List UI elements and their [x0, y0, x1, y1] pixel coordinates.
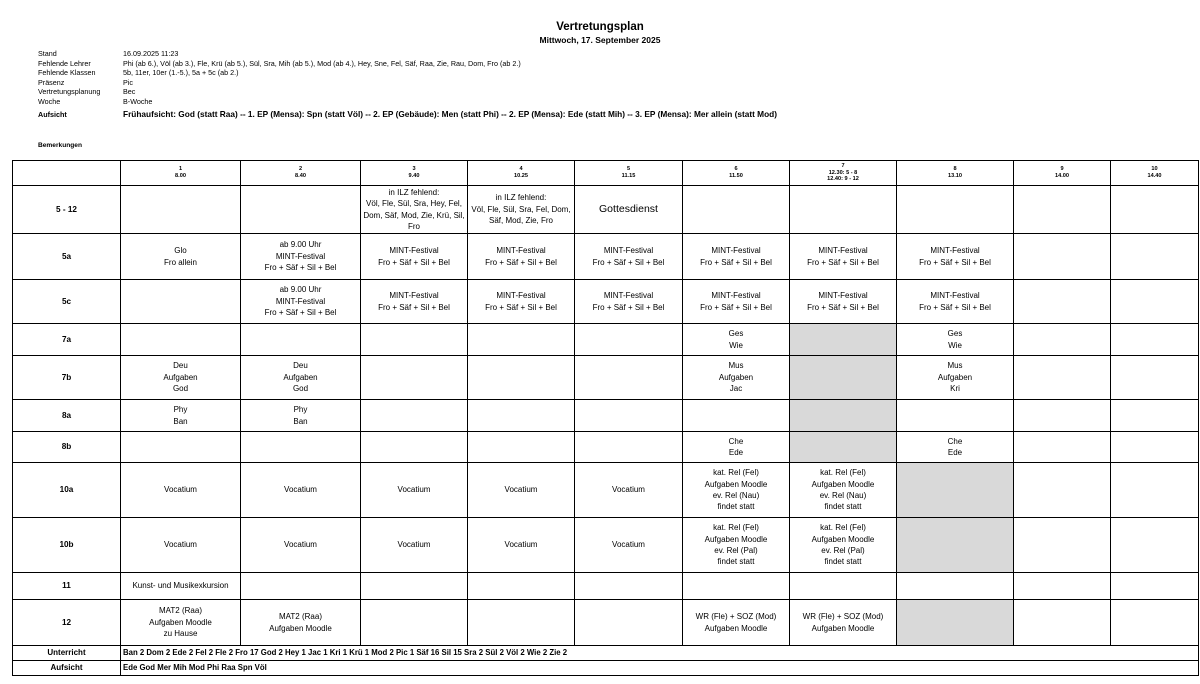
cell-line: findet statt — [824, 557, 862, 567]
cell-line: Ban — [173, 416, 188, 426]
table-cell — [361, 186, 468, 234]
cell-line: findet statt — [824, 502, 862, 512]
cell-line: Fro + Säf + Sil + Bel — [264, 263, 337, 273]
period-header — [897, 161, 1014, 186]
table-cell — [1014, 324, 1111, 356]
table-cell — [1014, 280, 1111, 324]
cell-line: Mus — [728, 361, 744, 371]
table-cell — [121, 573, 241, 600]
cell-line: 14.00 — [1055, 173, 1069, 179]
table-cell — [468, 324, 575, 356]
cell-line: 9.40 — [408, 173, 420, 179]
period-header — [575, 161, 683, 186]
table-cell — [241, 186, 361, 234]
cell-line: Fro + Säf + Sil + Bel — [485, 302, 557, 312]
table-cell — [897, 400, 1014, 432]
table-cell — [241, 573, 361, 600]
cell-line: God — [172, 384, 189, 394]
cell-line: Fro + Säf + Sil + Bel — [700, 257, 772, 267]
table-cell — [790, 324, 897, 356]
cell-line: Aufgaben — [718, 372, 754, 382]
cell-line: MINT-Festival — [711, 291, 761, 301]
cell-line: 8.40 — [295, 173, 306, 179]
table-row — [13, 234, 1199, 280]
cell-line: MINT-Festival — [389, 246, 439, 256]
cell-line: Mus — [947, 361, 963, 371]
table-cell — [575, 573, 683, 600]
table-cell — [683, 600, 790, 646]
table-row — [13, 463, 1199, 518]
table-cell — [121, 280, 241, 324]
table-cell — [575, 400, 683, 432]
table-cell — [241, 400, 361, 432]
table-cell — [121, 356, 241, 400]
table-cell — [790, 573, 897, 600]
period-header — [241, 161, 361, 186]
meta-value: 5b, 11er, 10er (1.-5.), 5a + 5c (ab 2.) — [123, 68, 239, 78]
table-cell — [575, 280, 683, 324]
table-cell — [121, 432, 241, 463]
cell-line: Phy — [173, 405, 188, 415]
footer-label: Aufsicht — [13, 661, 121, 676]
cell-line: 11.50 — [729, 173, 743, 179]
cell-line: MINT-Festival — [818, 291, 868, 301]
cell-line: MINT-Festival — [930, 246, 980, 256]
page-date: Mittwoch, 17. September 2025 — [539, 35, 661, 45]
table-row — [13, 324, 1199, 356]
cell-line: MINT-Festival — [275, 296, 326, 306]
cell-line: Fro + Säf + Sil + Bel — [378, 257, 450, 267]
cell-line: findet statt — [717, 557, 755, 567]
meta-row — [38, 108, 777, 121]
table-cell — [790, 518, 897, 573]
cell-line: Aufgaben — [163, 372, 198, 382]
table-cell — [121, 186, 241, 234]
table-cell — [575, 234, 683, 280]
cell-line: MINT-Festival — [496, 246, 546, 256]
period-number: 4 — [519, 166, 523, 173]
period-header — [361, 161, 468, 186]
footer-value: Ede God Mer Mih Mod Phi Raa Spn Völ — [121, 661, 1199, 676]
table-cell — [361, 280, 468, 324]
meta-label: Vertretungsplanung — [38, 87, 101, 97]
meta-row — [38, 87, 777, 97]
cell-line: Aufgaben Moodle — [811, 534, 875, 544]
cell-line: Fro + Säf + Sil + Bel — [700, 302, 772, 312]
remarks-label: Bemerkungen — [38, 142, 82, 149]
meta-value: Frühaufsicht: God (statt Raa) -- 1. EP (Mensa): Spn (statt Völ) -- 2. EP (Gebäude): Men (statt Phi) -- 2. EP (Mensa): Ede (statt Mih) -- 3. EP (Mensa): Mer allein (statt Mod) — [123, 108, 777, 119]
footer-row — [13, 646, 1199, 661]
cell-line: God — [292, 384, 309, 394]
cell-line: 11.15 — [621, 173, 636, 179]
meta-value: Phi (ab 6.), Völ (ab 3.), Fle, Krü (ab 5.), Sül, Sra, Mih (ab 5.), Mod (ab 4.), Hey, Sne, Fel, Säf, Raa, Zie, Rau, Dom, Fro (ab 2.) — [123, 58, 521, 68]
period-number: 1 — [178, 166, 183, 173]
table-cell — [361, 324, 468, 356]
period-number: 9 — [1060, 166, 1064, 173]
table-cell — [1014, 600, 1111, 646]
table-cell — [683, 573, 790, 600]
meta-row — [38, 49, 777, 59]
table-cell — [897, 324, 1014, 356]
cell-line: WR (Fle) + SOZ (Mod) — [802, 612, 884, 622]
table-cell — [468, 280, 575, 324]
period-header — [683, 161, 790, 186]
cell-line: Aufgaben — [937, 372, 973, 382]
table-cell — [1014, 186, 1111, 234]
table-row — [13, 400, 1199, 432]
table-cell — [683, 400, 790, 432]
table-cell — [468, 356, 575, 400]
table-cell — [468, 432, 575, 463]
table-cell — [1014, 234, 1111, 280]
table-cell — [1111, 573, 1199, 600]
table-cell — [241, 356, 361, 400]
table-row — [13, 280, 1199, 324]
meta-label: Aufsicht — [38, 109, 67, 119]
table-cell — [241, 324, 361, 356]
page-title: Vertretungsplan — [556, 21, 644, 33]
table-cell — [790, 280, 897, 324]
cell-line: Vocatium — [612, 540, 645, 550]
cell-line: MINT-Festival — [711, 246, 761, 256]
table-cell — [683, 186, 790, 234]
table-cell — [790, 234, 897, 280]
cell-line: Wie — [729, 340, 743, 350]
table-cell — [683, 324, 790, 356]
class-label: 8a — [13, 400, 121, 432]
period-number: 6 — [734, 166, 738, 173]
table-cell — [1111, 234, 1199, 280]
table-cell — [897, 280, 1014, 324]
period-number: 2 — [298, 166, 303, 173]
table-cell — [468, 573, 575, 600]
table-cell — [575, 324, 683, 356]
table-row — [13, 432, 1199, 463]
meta-label: Präsenz — [38, 77, 65, 87]
meta-value: Bec — [123, 87, 136, 97]
cell-line: Fro allein — [164, 257, 197, 267]
table-cell — [468, 400, 575, 432]
table-cell — [241, 280, 361, 324]
meta-label: Woche — [38, 96, 61, 106]
cell-line: Ede — [728, 448, 744, 457]
meta-label: Fehlende Lehrer — [38, 58, 91, 68]
table-cell — [683, 356, 790, 400]
table-cell — [683, 234, 790, 280]
table-cell — [683, 463, 790, 518]
cell-line: Deu — [293, 361, 308, 371]
cell-line: MINT-Festival — [603, 246, 654, 256]
meta-info — [38, 49, 777, 121]
cell-line: Gottesdienst — [599, 202, 658, 215]
period-number: 3 — [412, 166, 416, 173]
cell-line: kat. Rel (Fel) — [713, 523, 759, 533]
cell-line: Ede — [947, 448, 963, 457]
table-cell — [468, 234, 575, 280]
table-cell — [241, 234, 361, 280]
cell-line: Ges — [947, 329, 963, 339]
table-cell — [790, 432, 897, 463]
table-cell — [121, 463, 241, 518]
cell-line: 14.40 — [1147, 173, 1162, 179]
cell-line: Vocatium — [284, 540, 317, 550]
cell-line: Wie — [948, 340, 962, 350]
table-cell — [468, 518, 575, 573]
table-row — [13, 518, 1199, 573]
cell-line: Aufgaben Moodle — [704, 534, 768, 544]
table-cell — [1111, 600, 1199, 646]
table-cell — [1111, 356, 1199, 400]
table-cell — [790, 400, 897, 432]
meta-value: 16.09.2025 11:23 — [123, 49, 179, 58]
table-cell — [1014, 356, 1111, 400]
meta-row — [38, 78, 777, 88]
cell-line: Aufgaben Moodle — [269, 623, 332, 633]
period-header-row — [13, 161, 1199, 186]
cell-line: ev. Rel (Nau) — [712, 491, 760, 500]
cell-line: WR (Fle) + SOZ (Mod) — [695, 612, 777, 622]
table-cell — [468, 600, 575, 646]
table-cell — [121, 324, 241, 356]
cell-line: Vocatium — [164, 540, 197, 550]
cell-line: Fro + Säf + Sil + Bel — [919, 257, 991, 267]
cell-line: Phy — [293, 405, 308, 415]
cell-line: Fro + Säf + Sil + Bel — [378, 302, 450, 312]
table-cell — [1111, 186, 1199, 234]
table-cell — [361, 463, 468, 518]
table-cell — [361, 356, 468, 400]
document-header — [0, 20, 1200, 46]
meta-row — [38, 59, 777, 69]
cell-line: Vocatium — [504, 540, 538, 550]
cell-line: Völ, Fle, Sül, Sra, Hey, Fel, Dom, Säf, Mod, Zie, Krü, Sil, Fro — [363, 199, 465, 231]
cell-line: MAT2 (Raa) — [159, 606, 202, 616]
cell-line: Kri — [950, 384, 960, 394]
table-cell — [361, 600, 468, 646]
cell-line: Fro + Säf + Sil + Bel — [807, 302, 879, 312]
table-cell — [790, 600, 897, 646]
table-cell — [468, 186, 575, 234]
table-cell — [121, 518, 241, 573]
table-cell — [121, 600, 241, 646]
cell-line: ev. Rel (Nau) — [819, 491, 867, 500]
meta-value: B-Woche — [123, 96, 153, 106]
table-cell — [121, 234, 241, 280]
table-cell — [575, 463, 683, 518]
cell-line: kat. Rel (Fel) — [713, 468, 759, 478]
cell-line: ab 9.00 Uhr — [279, 285, 322, 295]
class-label: 10a — [13, 463, 121, 518]
cell-line: Fro + Säf + Sil + Bel — [919, 302, 991, 312]
table-cell — [683, 280, 790, 324]
cell-line: Deu — [173, 361, 188, 371]
table-cell — [575, 186, 683, 234]
cell-line: Aufgaben Moodle — [704, 623, 768, 633]
cell-line: Vocatium — [504, 485, 538, 495]
table-cell — [1111, 324, 1199, 356]
cell-line: ab 9.00 Uhr — [279, 240, 322, 250]
class-label: 7b — [13, 356, 121, 400]
table-cell — [683, 432, 790, 463]
table-cell — [241, 463, 361, 518]
cell-line: 8.00 — [175, 173, 186, 179]
table-cell — [1111, 400, 1199, 432]
class-label: 10b — [13, 518, 121, 573]
cell-line: Vocatium — [164, 485, 197, 495]
table-cell — [790, 463, 897, 518]
cell-line: ev. Rel (Pal) — [821, 546, 865, 555]
table-row — [13, 356, 1199, 400]
cell-line: kat. Rel (Fel) — [820, 468, 866, 478]
table-cell — [683, 518, 790, 573]
table-cell — [897, 463, 1014, 518]
cell-line: Fro + Säf + Sil + Bel — [264, 308, 337, 318]
period-number: 8 — [953, 166, 957, 173]
cell-line: Fro + Säf + Sil + Bel — [592, 302, 665, 312]
cell-line: Aufgaben Moodle — [811, 623, 875, 633]
cell-line: 12.30: 5 - 8 — [828, 169, 858, 176]
table-cell — [1111, 280, 1199, 324]
meta-label: Stand — [38, 49, 57, 58]
table-cell — [897, 186, 1014, 234]
table-cell — [361, 234, 468, 280]
class-label: 7a — [13, 324, 121, 356]
table-cell — [1014, 432, 1111, 463]
table-cell — [897, 356, 1014, 400]
period-header — [790, 161, 897, 186]
cell-line: Aufgaben Moodle — [149, 617, 212, 627]
cell-line: Che — [947, 436, 963, 446]
cell-line: in ILZ fehlend: — [495, 193, 547, 203]
cell-line: Jac — [729, 384, 743, 394]
cell-line: zu Hause — [163, 629, 198, 639]
table-row — [13, 186, 1199, 234]
period-number: 10 — [1151, 166, 1158, 173]
cell-line: MINT-Festival — [275, 251, 326, 261]
cell-line: Aufgaben — [283, 372, 318, 382]
footer-row — [13, 661, 1199, 676]
cell-line: Aufgaben Moodle — [811, 479, 875, 489]
table-cell — [1014, 463, 1111, 518]
table-cell — [241, 518, 361, 573]
table-cell — [361, 432, 468, 463]
cell-line: Aufgaben Moodle — [704, 479, 768, 489]
substitution-table — [12, 160, 1199, 676]
table-cell — [897, 518, 1014, 573]
cell-line: Glo — [174, 246, 187, 256]
period-header — [1111, 161, 1199, 186]
cell-line: 12.40: 9 - 12 — [827, 176, 859, 183]
class-label: 5 - 12 — [13, 186, 121, 234]
table-cell — [575, 356, 683, 400]
cell-line: findet statt — [717, 502, 755, 512]
cell-line: 10.25 — [514, 173, 528, 179]
cell-line: ev. Rel (Pal) — [714, 546, 758, 555]
period-header — [121, 161, 241, 186]
table-cell — [121, 400, 241, 432]
class-label: 11 — [13, 573, 121, 600]
cell-line: MINT-Festival — [818, 246, 868, 256]
cell-line: Vocatium — [284, 485, 317, 495]
footer-value: Ban 2 Dom 2 Ede 2 Fel 2 Fle 2 Fro 17 God 2 Hey 1 Jac 1 Kri 1 Krü 1 Mod 2 Pic 1 Säf 16 Sil 15 Sra 2 Sül 2 Völ 2 Wie 2 Zie 2 — [121, 646, 1199, 661]
cell-line: in ILZ fehlend: — [388, 187, 440, 197]
cell-line: 13.10 — [948, 173, 962, 179]
table-cell — [575, 600, 683, 646]
footer-label: Unterricht — [13, 646, 121, 661]
cell-line: MINT-Festival — [389, 291, 439, 301]
corner-cell — [13, 161, 121, 186]
meta-label: Fehlende Klassen — [38, 68, 96, 78]
table-cell — [361, 400, 468, 432]
table-cell — [897, 573, 1014, 600]
table-row — [13, 600, 1199, 646]
table-cell — [897, 600, 1014, 646]
table-cell — [790, 186, 897, 234]
period-header — [1014, 161, 1111, 186]
table-cell — [1111, 432, 1199, 463]
cell-line: MAT2 (Raa) — [279, 612, 322, 622]
table-cell — [241, 600, 361, 646]
cell-line: Ban — [293, 416, 308, 426]
table-cell — [241, 432, 361, 463]
cell-line: MINT-Festival — [603, 291, 654, 301]
cell-line: Vocatium — [397, 540, 431, 550]
cell-line: MINT-Festival — [930, 291, 980, 301]
class-label: 12 — [13, 600, 121, 646]
table-cell — [575, 518, 683, 573]
cell-line: Ges — [728, 329, 744, 339]
cell-line: kat. Rel (Fel) — [820, 523, 866, 533]
period-number: 5 — [626, 166, 631, 173]
table-cell — [897, 234, 1014, 280]
meta-value: Pic — [123, 77, 133, 87]
table-cell — [575, 432, 683, 463]
cell-line: Vocatium — [612, 485, 645, 495]
meta-row — [38, 68, 777, 78]
cell-line: Fro + Säf + Sil + Bel — [592, 257, 665, 267]
table-cell — [361, 573, 468, 600]
meta-row — [38, 97, 777, 107]
table-cell — [468, 463, 575, 518]
class-label: 8b — [13, 432, 121, 463]
table-cell — [1111, 518, 1199, 573]
cell-line: Kunst- und Musikexkursion — [132, 581, 229, 591]
table-cell — [897, 432, 1014, 463]
period-number: 7 — [841, 163, 845, 170]
class-label: 5a — [13, 234, 121, 280]
table-cell — [1014, 400, 1111, 432]
cell-line: Vocatium — [397, 485, 431, 495]
table-cell — [1111, 463, 1199, 518]
table-row — [13, 573, 1199, 600]
cell-line: MINT-Festival — [496, 291, 546, 301]
table-cell — [790, 356, 897, 400]
cell-line: Che — [728, 436, 744, 446]
class-label: 5c — [13, 280, 121, 324]
period-header — [468, 161, 575, 186]
cell-line: Fro + Säf + Sil + Bel — [485, 257, 557, 267]
cell-line: Fro + Säf + Sil + Bel — [807, 257, 879, 267]
table-cell — [1014, 518, 1111, 573]
table-cell — [361, 518, 468, 573]
cell-line: Völ, Fle, Sül, Sra, Fel, Dom, Säf, Mod, Zie, Fro — [471, 204, 571, 226]
table-cell — [1014, 573, 1111, 600]
